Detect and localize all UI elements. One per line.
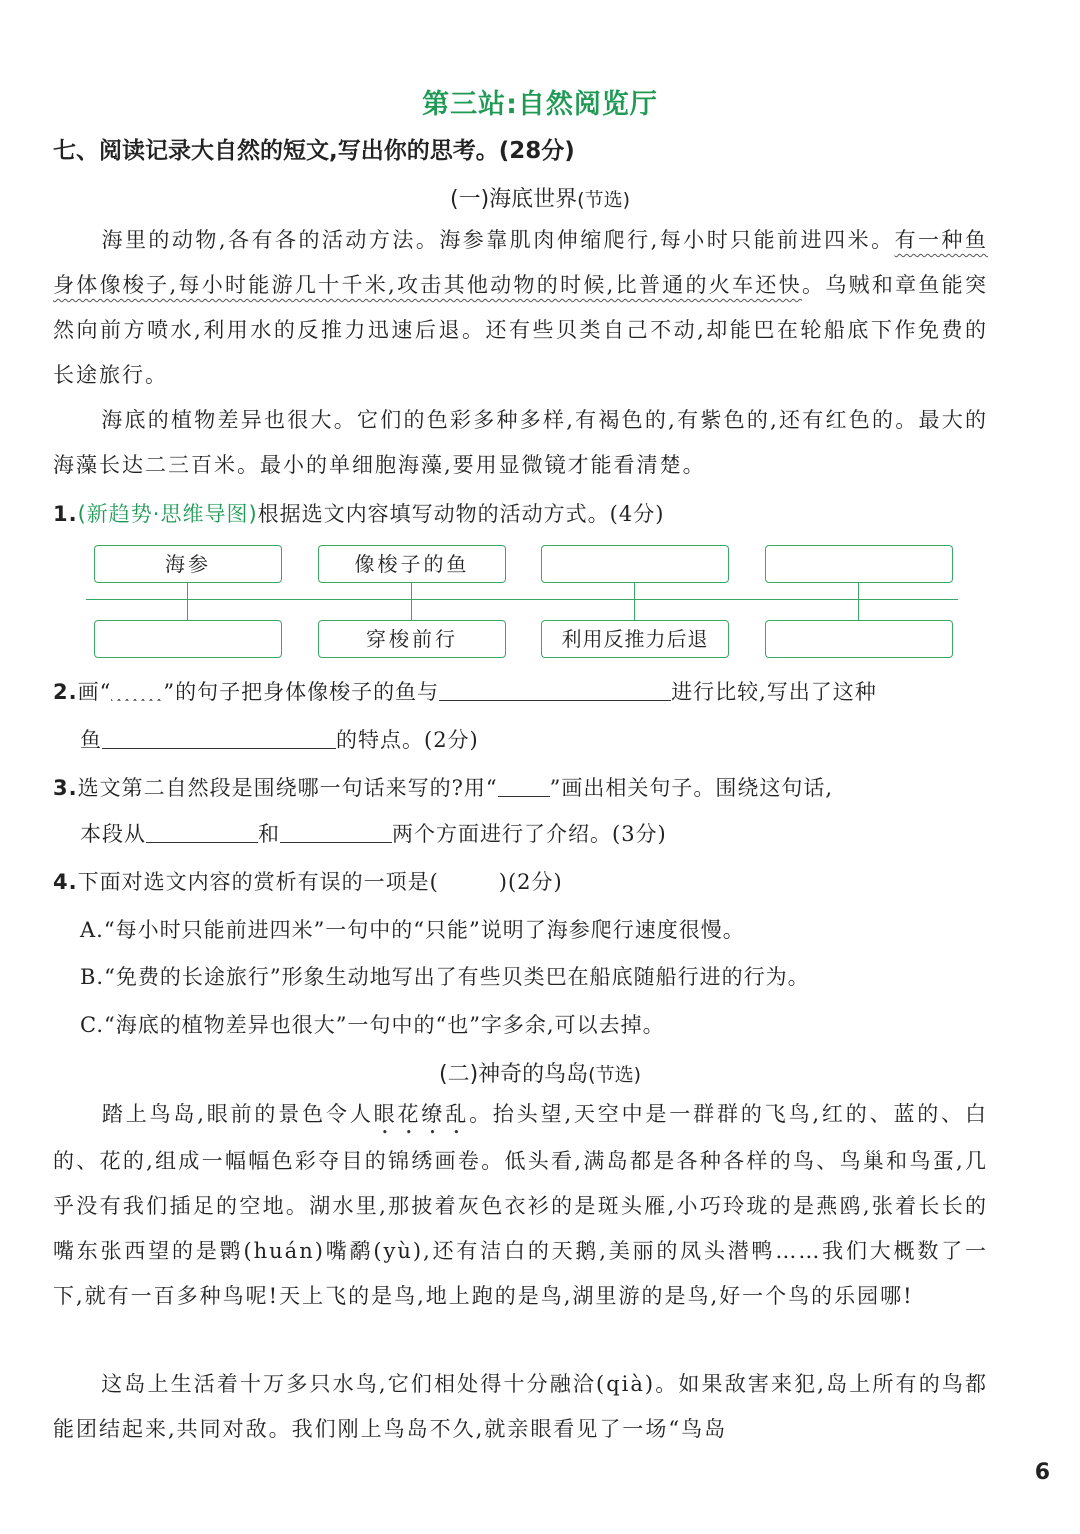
question-3-line-2 <box>80 818 667 848</box>
q3-text-d: 和 <box>258 822 280 846</box>
mindmap-bottom-box-4[interactable] <box>765 620 953 658</box>
q4-text: 下面对选文内容的赏析有误的一项是( <box>77 870 439 894</box>
passage-2-paragraph-2 <box>53 1362 988 1452</box>
mindmap-top-box-3[interactable] <box>541 545 729 583</box>
q3-text-c: 本段从 <box>80 822 146 846</box>
q2-wavy-mark-blank <box>111 681 163 701</box>
q3-line-mark-blank <box>498 776 550 797</box>
question-1-text: 根据选文内容填写动物的活动方式。(4分) <box>257 502 665 526</box>
mindmap-connector-2 <box>411 582 412 622</box>
mindmap-connector-3 <box>634 582 635 622</box>
p2-1-dotted-word: 眼花缭乱 <box>373 1102 470 1126</box>
p2-1-text-b: 。抬头望,天空中是一群群的飞鸟,红的、蓝的、白的、花的,组成一幅幅色彩夺目的锦绣画卷。低头看,满岛都是各种各样的鸟、鸟巢和鸟蛋,几乎没有我们插足的空地。湖水里,那披着灰色衣衫的是斑头雁,小巧玲珑的是燕鸥,张着长长的嘴东张西望的是鹮(huán)嘴鹬(yù),还有洁白的天鹅,美丽的凤头潜鸭……我们大概数了一下,就有一百多种鸟呢!天上飞的是鸟,地上跑的是鸟,湖里游的是鸟,好一个鸟的乐园哪! <box>53 1102 989 1308</box>
q2-blank-compare[interactable] <box>439 680 671 701</box>
passage-2-excerpt-note: (节选) <box>588 1064 641 1086</box>
q4-option-b[interactable]: B.“免费的长途旅行”形象生动地写出了有些贝类巴在船底随船行进的行为。 <box>80 965 810 989</box>
p1-sentence-b: 。乌贼和章鱼能突然向前方喷水,利用水的反推力迅速后退。还有些贝类自己不动,却能巴在轮船底下作免费的长途旅行。 <box>53 273 988 387</box>
question-4 <box>53 866 563 896</box>
mindmap-top-box-1[interactable]: 海参 <box>94 545 282 583</box>
p1-sentence-a: 海里的动物,各有各的活动方法。海参靠肌肉伸缩爬行,每小时只能前进四米。 <box>101 228 895 252</box>
mindmap-bottom-box-1[interactable] <box>94 620 282 658</box>
question-2-line-2 <box>80 724 479 754</box>
mindmap-connector-1 <box>187 582 188 622</box>
question-2-number: 2. <box>53 680 78 704</box>
q4-text-end: )(2分) <box>498 870 563 894</box>
q3-blank-1[interactable] <box>146 822 258 843</box>
q2-text-d: 鱼 <box>80 728 102 752</box>
q2-blank-feature[interactable] <box>102 728 336 749</box>
p1-wavy-sentence: 有一种鱼身体像梭子,每小时能游几十千米,攻击其他动物的时候,比普通的火车还快 <box>53 228 988 297</box>
q3-text-a: 选文第二自然段是围绕哪一句话来写的?用“ <box>77 776 498 800</box>
p2-text: 海底的植物差异也很大。它们的色彩多种多样,有褐色的,有紫色的,还有红色的。最大的海藻长达二三百米。最小的单细胞海藻,要用显微镜才能看清楚。 <box>53 408 988 477</box>
question-1-tag: (新趋势·思维导图) <box>77 502 258 526</box>
p2-2-text: 这岛上生活着十万多只水鸟,它们相处得十分融洽(qià)。如果敌害来犯,岛上所有的鸟都能团结起来,共同对敌。我们刚上鸟岛不久,就亲眼看见了一场“鸟岛 <box>53 1372 988 1441</box>
question-4-number: 4. <box>53 870 78 894</box>
mindmap-connector-4 <box>858 582 859 622</box>
mindmap-bottom-box-3[interactable]: 利用反推力后退 <box>541 620 729 658</box>
q4-option-c[interactable]: C.“海底的植物差异也很大”一句中的“也”字多余,可以去掉。 <box>80 1013 665 1037</box>
q2-text-c: 进行比较,写出了这种 <box>671 680 877 704</box>
passage-1-paragraph-2 <box>53 398 988 488</box>
question-7-heading: 七、阅读记录大自然的短文,写出你的思考。(28分) <box>53 138 575 164</box>
question-2-line-1 <box>53 676 877 706</box>
q2-text-e: 的特点。(2分) <box>336 728 479 752</box>
station-title: 第三站:自然阅览厅 <box>422 89 658 120</box>
passage-1-title <box>0 182 1080 213</box>
q2-text-b: ”的句子把身体像梭子的鱼与 <box>163 680 440 704</box>
passage-2-title <box>0 1057 1080 1088</box>
question-1 <box>53 498 664 528</box>
passage-2-title-text: (二)神奇的鸟岛 <box>439 1062 589 1087</box>
question-3-line-1 <box>53 772 833 802</box>
question-1-number: 1. <box>53 502 78 526</box>
mindmap-top-box-2[interactable]: 像梭子的鱼 <box>318 545 506 583</box>
passage-1-excerpt-note: (节选) <box>577 189 630 211</box>
passage-2-paragraph-1 <box>53 1092 988 1319</box>
passage-1-paragraph-1 <box>53 218 988 398</box>
question-3-number: 3. <box>53 776 78 800</box>
mindmap-bottom-box-2[interactable]: 穿梭前行 <box>318 620 506 658</box>
passage-1-title-text: (一)海底世界 <box>450 187 578 212</box>
q4-option-a[interactable]: A.“每小时只能前进四米”一句中的“只能”说明了海参爬行速度很慢。 <box>80 918 745 942</box>
mindmap-top-box-4[interactable] <box>765 545 953 583</box>
q3-text-e: 两个方面进行了介绍。(3分) <box>392 822 667 846</box>
q2-text-a: 画“ <box>77 680 112 704</box>
p2-1-text-a: 踏上鸟岛,眼前的景色令人 <box>101 1102 374 1126</box>
q3-blank-2[interactable] <box>280 822 392 843</box>
page-number: 6 <box>1034 1460 1050 1485</box>
mindmap-horizontal-line <box>86 599 958 600</box>
q3-text-b: ”画出相关句子。围绕这句话, <box>549 776 834 800</box>
